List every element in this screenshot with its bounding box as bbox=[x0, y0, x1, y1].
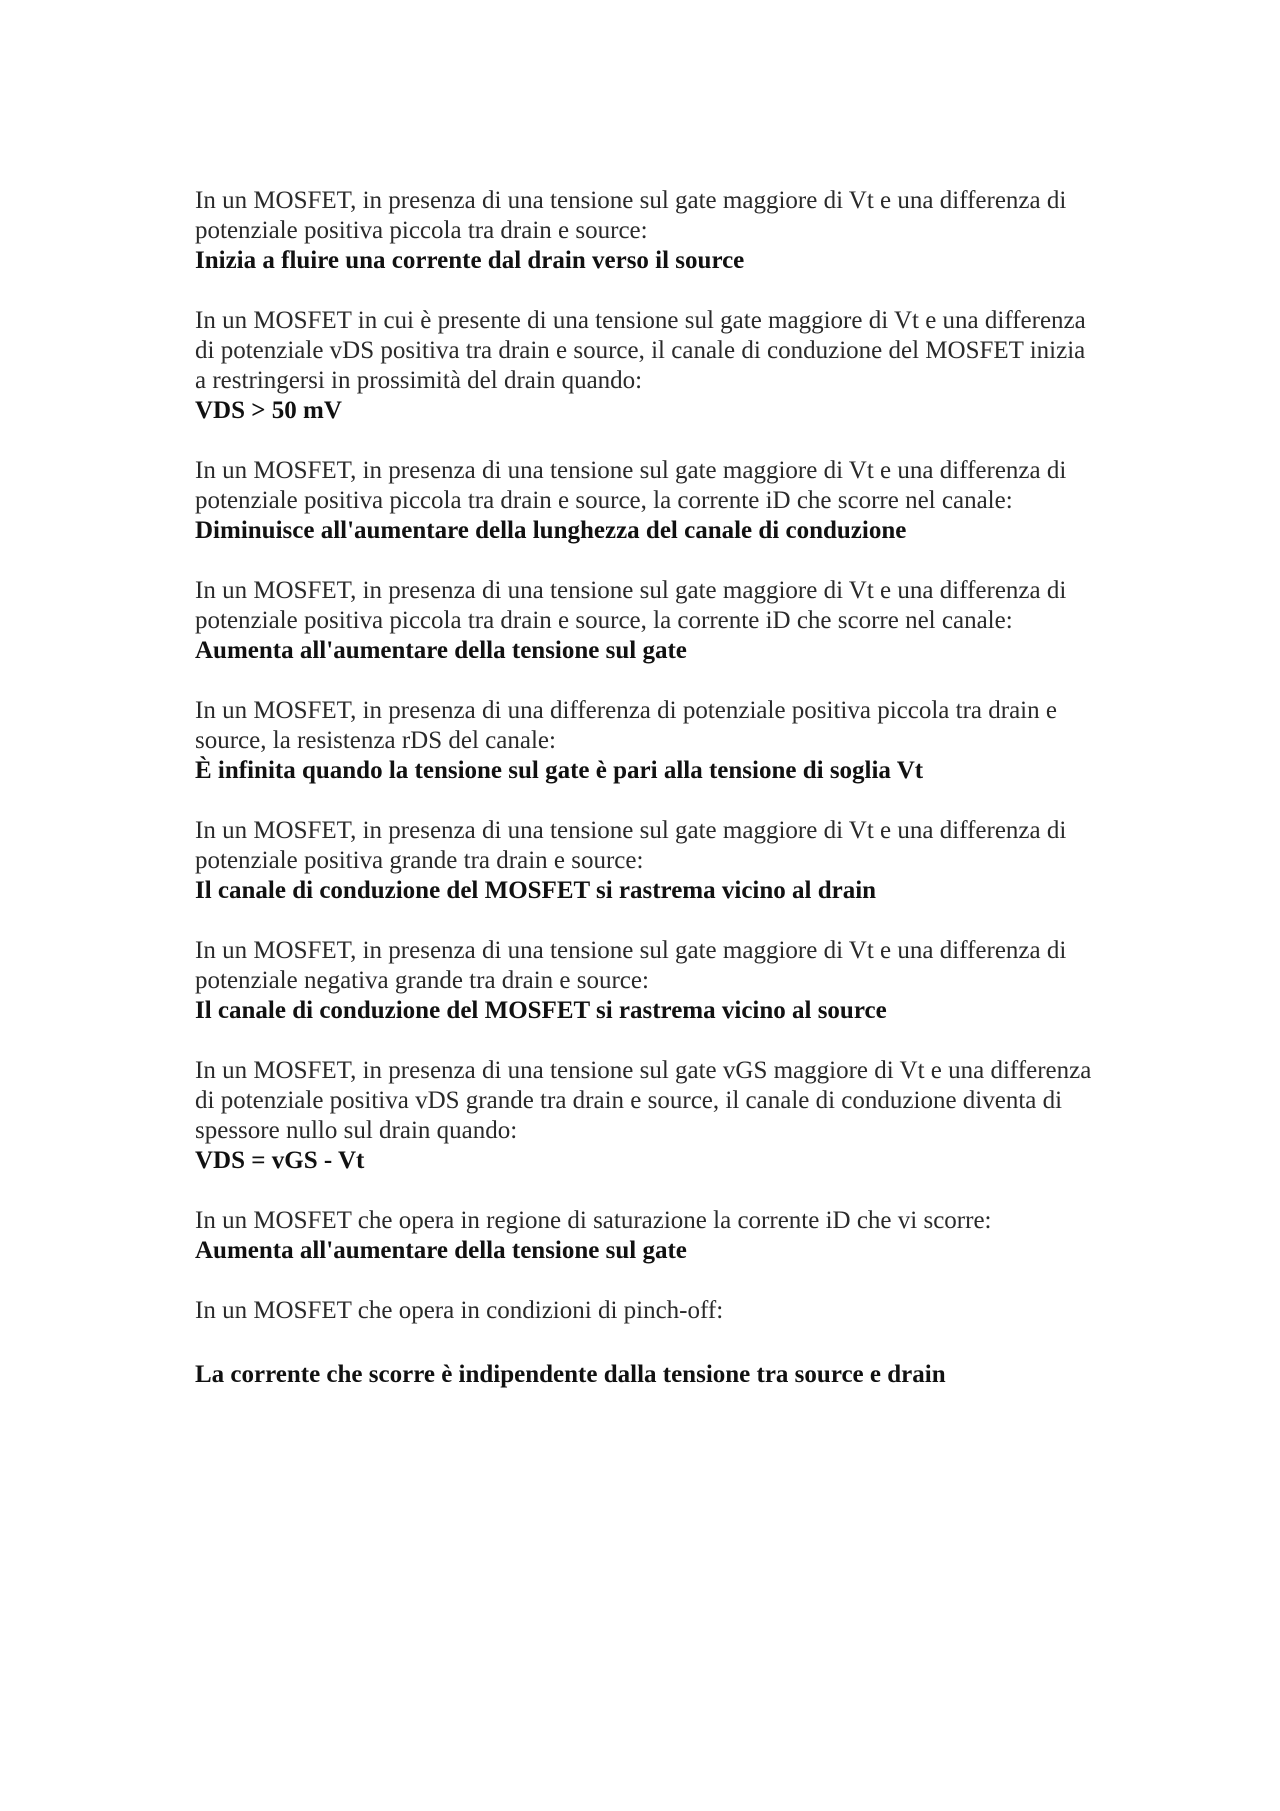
qa-item bbox=[195, 936, 1095, 1026]
qa-item bbox=[195, 696, 1095, 786]
question-text: In un MOSFET, in presenza di una tensione sul gate maggiore di Vt e una differenza di potenziale positiva piccola tra drain e source, la corrente iD che scorre nel canale: bbox=[195, 577, 1067, 634]
answer-text: Aumenta all'aumentare della tensione sul gate bbox=[195, 1237, 687, 1264]
question-text: In un MOSFET che opera in condizioni di pinch-off: bbox=[195, 1297, 724, 1324]
question-text: In un MOSFET, in presenza di una differenza di potenziale positiva piccola tra drain e source, la resistenza rDS del canale: bbox=[195, 697, 1057, 754]
question-text: In un MOSFET, in presenza di una tensione sul gate maggiore di Vt e una differenza di potenziale positiva grande tra drain e source: bbox=[195, 817, 1067, 874]
question-text: In un MOSFET che opera in regione di saturazione la corrente iD che vi scorre: bbox=[195, 1207, 992, 1234]
answer-text: Diminuisce all'aumentare della lunghezza del canale di conduzione bbox=[195, 517, 907, 544]
question-text: In un MOSFET, in presenza di una tensione sul gate maggiore di Vt e una differenza di potenziale negativa grande tra drain e source: bbox=[195, 937, 1067, 994]
answer-text: Il canale di conduzione del MOSFET si rastrema vicino al drain bbox=[195, 877, 877, 904]
question-text: In un MOSFET in cui è presente di una tensione sul gate maggiore di Vt e una differenza di potenziale vDS positiva tra drain e source, il canale di conduzione del MOSFET inizia a restringersi in prossimità del drain quando: bbox=[195, 307, 1086, 394]
answer-text: VDS = vGS - Vt bbox=[195, 1147, 365, 1174]
qa-item bbox=[195, 1056, 1095, 1176]
qa-item bbox=[195, 306, 1095, 426]
qa-item bbox=[195, 576, 1095, 666]
qa-item bbox=[195, 816, 1095, 906]
answer-text: La corrente che scorre è indipendente dalla tensione tra source e drain bbox=[195, 1361, 946, 1388]
answer-text: VDS > 50 mV bbox=[195, 397, 342, 424]
qa-item bbox=[195, 456, 1095, 546]
answer-text: Il canale di conduzione del MOSFET si rastrema vicino al source bbox=[195, 997, 887, 1024]
qa-item bbox=[195, 1206, 1095, 1266]
answer-text: Aumenta all'aumentare della tensione sul gate bbox=[195, 637, 687, 664]
answer-text: È infinita quando la tensione sul gate è pari alla tensione di soglia Vt bbox=[195, 757, 924, 784]
qa-item bbox=[195, 186, 1095, 276]
question-text: In un MOSFET, in presenza di una tensione sul gate maggiore di Vt e una differenza di potenziale positiva piccola tra drain e source: bbox=[195, 187, 1067, 244]
qa-item bbox=[195, 1296, 1095, 1390]
question-text: In un MOSFET, in presenza di una tensione sul gate maggiore di Vt e una differenza di potenziale positiva piccola tra drain e source, la corrente iD che scorre nel canale: bbox=[195, 457, 1067, 514]
document-body bbox=[195, 186, 1095, 1420]
answer-text: Inizia a fluire una corrente dal drain verso il source bbox=[195, 247, 745, 274]
question-text: In un MOSFET, in presenza di una tensione sul gate vGS maggiore di Vt e una differenza di potenziale positiva vDS grande tra drain e source, il canale di conduzione diventa di spessore nullo sul drain quando: bbox=[195, 1057, 1092, 1144]
